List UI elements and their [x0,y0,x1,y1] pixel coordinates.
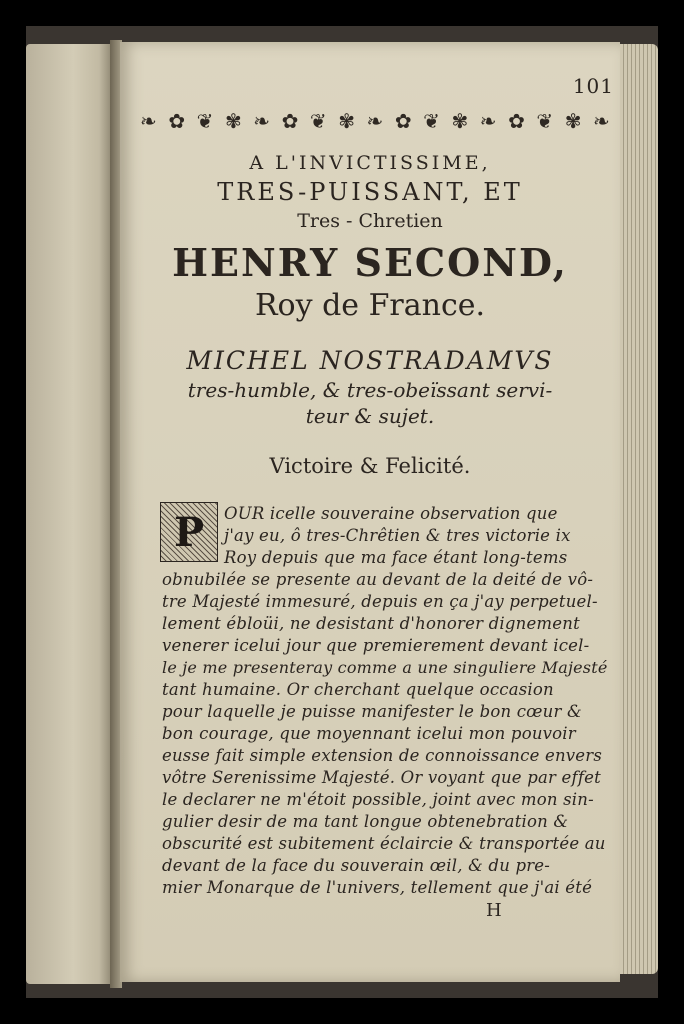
author-name: MICHEL NOSTRADAMVS [186,346,554,375]
ornament-glyph: ❦ [423,109,440,133]
ornament-glyph: ❦ [196,109,214,133]
text-line: obscurité est subitement éclaircie & transportée au [162,834,606,853]
text-line: gulier desir de ma tant longue obtenebration & [162,812,569,831]
text-line: devant de la face du souverain œil, & du pre- [162,856,551,875]
text-line: venerer icelui jour que premierement devant icel- [162,636,590,655]
ornament-glyph: ✾ [224,109,242,133]
text-line: tant humaine. Or cherchant quelque occasion [162,680,554,699]
ornament-glyph: ✿ [508,109,525,133]
text-line: obnubilée se presente au devant de la deité de vô- [162,570,594,589]
text-line: mier Monarque de l'univers, tellement que j'ai été [162,878,593,897]
text-line: tre Majesté immesuré, depuis en ça j'ay perpetuel- [162,592,598,611]
ornament-glyph: ✾ [451,109,469,133]
ornament-glyph: ✾ [338,109,355,133]
heading-line: Roy de France. [254,288,486,323]
ornament-glyph: ❦ [309,109,327,133]
ornament-glyph: ✿ [168,109,186,133]
heading-line: A L'INVICTISSIME, [249,152,491,174]
ornament-glyph: ❧ [366,109,384,133]
ornament-glyph: ❧ [140,109,157,133]
page-number: 101 [572,74,614,98]
ornament-glyph: ❦ [536,109,554,133]
catchword: H [486,900,502,921]
book-photo [26,26,658,998]
text-line: pour laquelle je puisse manifester le bon cœur & [162,702,582,721]
text-line: bon courage, que moyennant icelui mon pouvoir [162,724,576,743]
dedication-line: teur & sujet. [305,404,435,428]
ornament-glyph: ✿ [394,109,412,133]
heading-line: Tres - Chretien [297,210,443,232]
ornament-glyph: ❧ [479,109,497,133]
text-line: lement ébloüi, ne desistant d'honorer dignement [162,614,580,633]
text-line: le je me presenteray comme a une singuliere Majesté [162,658,608,677]
text-line: OUR icelle souveraine observation que [224,504,558,523]
text-line: le declarer ne m'étoit possible, joint avec mon sin- [162,790,594,809]
ornament-glyph: ❧ [253,109,271,133]
left-page [26,44,112,984]
ornament-glyph: ❧ [593,109,610,133]
salutation: Victoire & Felicité. [269,454,471,478]
drop-cap: P [160,502,218,562]
text-line: vôtre Serenissime Majesté. Or voyant que par effet [162,768,601,787]
text-line: j'ay eu, ô tres-Chrêtien & tres victorie ix [224,526,571,545]
ornament-band [140,110,610,132]
ornament-glyph: ✿ [281,109,299,133]
ornament-glyph: ✾ [564,109,582,133]
text-line: eusse fait simple extension de connoissance envers [162,746,603,765]
right-page [120,42,620,982]
text-line: Roy depuis que ma face étant long-tems [224,548,568,567]
dedication-line: tres-humble, & tres-obeïssant servi- [187,378,553,402]
heading-king-name: HENRY SECOND, [172,240,568,285]
bleed-through-marks [74,154,104,234]
heading-line: TRES-PUISSANT, ET [217,178,523,206]
